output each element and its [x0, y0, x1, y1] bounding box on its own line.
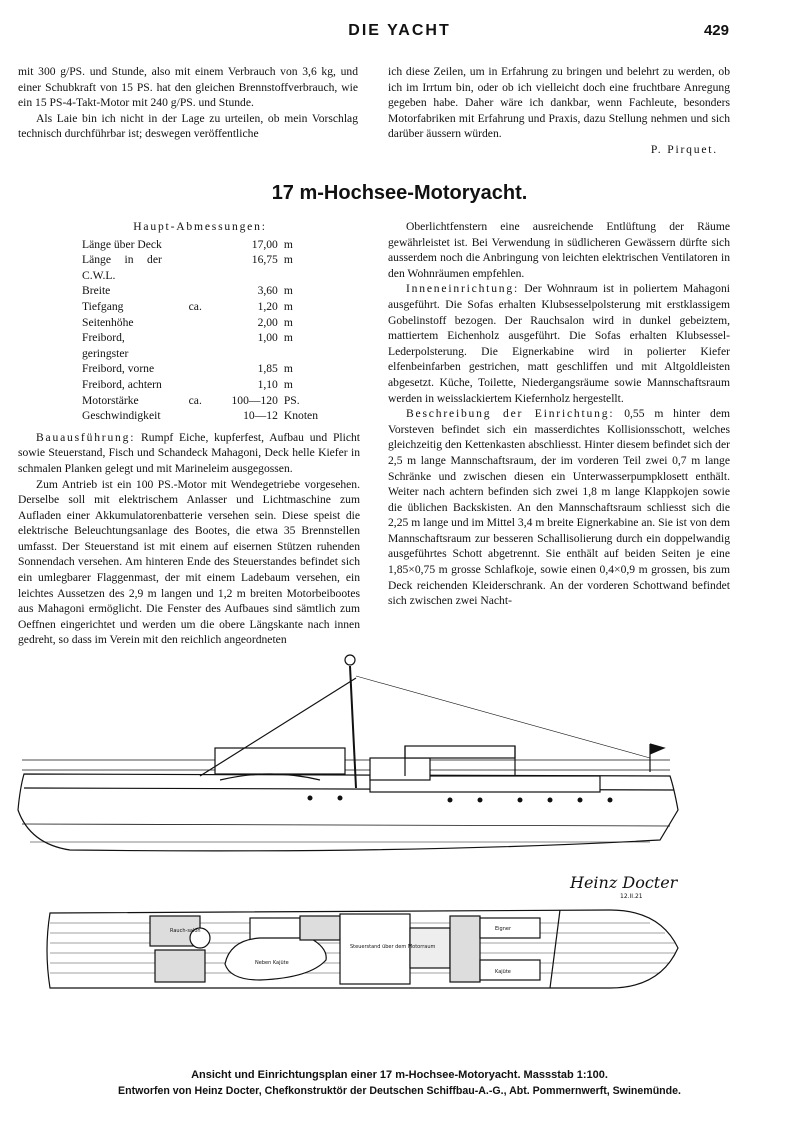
- body-paragraph: [18, 477, 360, 649]
- dimension-value: 1,20: [257, 299, 278, 313]
- dimension-approx: [162, 283, 206, 299]
- running-header: [0, 22, 799, 46]
- dimension-approx: [162, 330, 206, 361]
- prev-paragraph-1: mit 300 g/PS. und Stunde, also mit einem Verbrauch von 3,6 kg, und einer Schubkraft von 15 PS. hat den gleichen Brennstoffverbrauch, wie ein 15 PS-4-Takt-Motor mit 240 g/PS. und Stunde.: [18, 65, 358, 110]
- dimension-label: Breite: [82, 284, 111, 298]
- dimension-approx: [162, 377, 206, 393]
- prev-article-left-column: [18, 64, 358, 142]
- article-right-column: [388, 219, 730, 609]
- paragraph-lead: Inneneinrichtung:: [406, 282, 520, 296]
- dimension-row: [82, 361, 318, 377]
- dimension-unit: m: [283, 362, 293, 376]
- dimension-unit: Knoten: [283, 409, 318, 423]
- dimension-row: [82, 330, 318, 361]
- dimension-unit: m: [283, 299, 293, 313]
- side-elevation: [18, 655, 678, 851]
- dimension-row: [82, 393, 318, 409]
- plan-label-2: Neben Kajüte: [255, 960, 289, 966]
- dimensions-table: [82, 237, 318, 424]
- body-paragraph: [388, 219, 730, 281]
- dimension-unit: m: [283, 237, 293, 251]
- article-title: 17 m-Hochsee-Motoryacht.: [271, 182, 528, 204]
- dimension-label: Seitenhöhe: [82, 315, 134, 329]
- dimension-row: [82, 408, 318, 424]
- dimension-value: 100—120: [231, 393, 278, 407]
- plan-label-3: Steuerstand über dem Motorraum: [350, 944, 436, 950]
- paragraph-lead: Bauausführung:: [36, 430, 136, 444]
- dimension-value: 3,60: [257, 284, 278, 298]
- dimension-value: 1,85: [257, 362, 278, 376]
- dimension-row: [82, 377, 318, 393]
- signature-text: Heinz Docter: [570, 873, 678, 892]
- dimension-label: Geschwindigkeit: [82, 409, 161, 423]
- dimension-value: 10—12: [243, 409, 278, 423]
- dimension-value: 17,00: [251, 237, 278, 251]
- left-paragraphs: [18, 430, 360, 648]
- dimension-row: [82, 252, 318, 283]
- plan-label-4: Eigner: [495, 926, 512, 932]
- dimension-unit: m: [283, 377, 293, 391]
- dimension-label: Freibord, achtern: [82, 377, 162, 391]
- dimension-label: Motorstärke: [82, 393, 139, 407]
- dimension-row: [82, 237, 318, 253]
- dimension-label: Länge über Deck: [82, 237, 162, 251]
- dimension-approx: [162, 408, 206, 424]
- dimension-unit: PS.: [283, 393, 300, 407]
- dimension-unit: m: [283, 315, 293, 329]
- body-paragraph: [388, 281, 730, 406]
- dimension-label: Freibord, vorne: [82, 362, 155, 376]
- dimension-label: Länge in der C.W.L.: [82, 253, 162, 282]
- paragraph-lead: Beschreibung der Einrichtung:: [406, 407, 615, 421]
- figure-caption-line2: Entworfen von Heinz Docter, Chefkonstruktör der Deutschen Schiffbau-A.-G., Abt. Pommernwerft, Swinemünde.: [118, 1085, 681, 1097]
- paragraph-text: 0,55 m hinter dem Vorsteven befindet sich ein masserdichtes Kollisionsschott, welches gleichzeitig den Kettenkasten abschliesst. Hinter diesem befindet sich der 2,5 m lange Mannschaftsraum, der im vorderen Teil zwei 0,7 m lange Schränke und zwischen diesen ein Unterwasserpumpklosett enthält. Weiter nach achtern befinden sich zwei 1,8 m lange Klappkojen sowie die üblichen Backskisten. An den Mannschaftsraum schliesst sich die 2,25 m lange und im Mittel 3,4 m breite Eignerkabine an. Sie ist von dem Mannschaftsraum zur besseren Schallisolierung durch ein doppelwandig ausgeführtes Schott abgetrennt. Sie enthält auf beiden Seiten je eine 1,85×0,75 m grosse Schlafkoje, sowie einen 0,4×0,9 m grossen, bis zum Deck reichenden Kleiderschrank. An der vorderen Schottwand befindet sich zwischen zwei Nacht-: [388, 407, 730, 608]
- dimensions-heading: Haupt-Abmessungen:: [133, 220, 267, 233]
- body-paragraph: [388, 406, 730, 609]
- dimension-value: 16,75: [251, 253, 278, 267]
- dimension-approx: [162, 252, 206, 283]
- dimension-approx: [162, 315, 206, 331]
- yacht-drawing: [10, 648, 790, 1068]
- signature-date: 12.II.21: [620, 893, 643, 900]
- prev-paragraph-2: Als Laie bin ich nicht in der Lage zu urteilen, ob mein Vorschlag technisch durchführbar ist; deswegen veröffentliche: [18, 111, 358, 141]
- prev-article-signature: P. Pirquet.: [650, 142, 718, 156]
- prev-paragraph-3: ich diese Zeilen, um in Erfahrung zu bringen und belehrt zu werden, ob ich im Irrtum bin, oder ob ich vielleicht doch eine fruchtbare Anregung gegeben habe. Daher wäre ich dankbar, wenn Fachleute, besonders Motorfabriken mit Erfahrung und Praxis, dazu Stellung nehmen und sich darüber äussern würden.: [388, 65, 730, 141]
- article-left-column: [18, 219, 360, 648]
- paragraph-text: Rumpf Eiche, kupferfest, Aufbau und Plicht sowie Steuerstand, Fisch und Schandeck Mahagoni, Deck helle Kiefer in schmalen Planken gelegt und mit Marineleim ausgegossen.: [18, 430, 360, 475]
- dimension-row: [82, 299, 318, 315]
- dimension-row: [82, 315, 318, 331]
- paragraph-text: Der Wohnraum ist in poliertem Mahagoni ausgeführt. Die Sofas erhalten Klubsesselpolsterung mit erstklassigem Gobelinstoff bezogen. Der Rauchsalon wird in dunkel gebeiztem, mattiertem Eichenholz ausgeführt. Die Sofas erhalten Klubsessel-Lederpolsterung. Die Eignerkabine wird in polierter Kiefer elfenbeinfarben gestrichen, matt geschliffen und mit Altgoldleisten abgesetzt. Küche, Toilette, Niedergangsräume sowie Mannschaftsraum werden in weisslackiertem Kiefernholz hergestellt.: [388, 282, 730, 405]
- figure-caption-line1: Ansicht und Einrichtungsplan einer 17 m-Hochsee-Motoryacht. Massstab 1:100.: [191, 1069, 608, 1081]
- paragraph-text: Oberlichtfenstern eine ausreichende Entlüftung der Räume gewährleistet ist. Bei Verwendung in südlicheren Gewässern dürfte sich ausserdem noch die Anbringung von leichten elektrischen Ventilatoren in den Wohnräumen empfehlen.: [388, 220, 730, 280]
- dimension-value: 2,00: [257, 315, 278, 329]
- paragraph-text: Zum Antrieb ist ein 100 PS.-Motor mit Wendegetriebe vorgesehen. Derselbe soll mit elektrischem Anlasser und Lichtmaschine zum Aufladen einer Akkumulatorenbatterie versehen sein. Diese speist die elektrische Beleuchtungsanlage des Bootes, die etwa 35 Brennstellen umfasst. Der Steuerstand ist mit einem auf eisernen Stützen ruhenden Sonnendach versehen. Am hinteren Ende des Steuerstandes befindet sich ein umlegbarer Flaggenmast, der mit einem Ladebaum versehen, ein leichtes Aussetzen des 2,9 m langen und 1,2 m breiten Motorbeibootes aus Mahagoni ermöglicht. Die Fenster des Aufbaues sind sämtlich zum Oeffnen eingerichtet und werden um die obere Längskante nach innen gedreht, so dass im Verein mit den reichlich angeordneten: [18, 477, 360, 647]
- dimension-value: 1,10: [257, 377, 278, 391]
- plan-label-5: Kajüte: [495, 969, 511, 975]
- dimension-unit: m: [283, 331, 293, 345]
- dimension-approx: [162, 237, 206, 253]
- dimension-unit: m: [283, 253, 293, 267]
- dimensions-block: [18, 219, 318, 424]
- page-number: 429: [703, 22, 729, 39]
- designer-signature: [569, 873, 679, 900]
- dimension-approx: ca.: [188, 299, 202, 313]
- dimension-row: [82, 283, 318, 299]
- dimension-approx: [162, 361, 206, 377]
- dimension-approx: ca.: [188, 393, 202, 407]
- journal-title: DIE YACHT: [348, 22, 451, 39]
- dimension-unit: m: [283, 284, 293, 298]
- dimension-value: 1,00: [257, 331, 278, 345]
- prev-article-right-column: [388, 64, 730, 158]
- dimension-label: Freibord, geringster: [82, 331, 129, 360]
- plan-label-1: Rauch-salon: [170, 928, 201, 934]
- dimension-label: Tiefgang: [82, 299, 124, 313]
- body-paragraph: [18, 430, 360, 477]
